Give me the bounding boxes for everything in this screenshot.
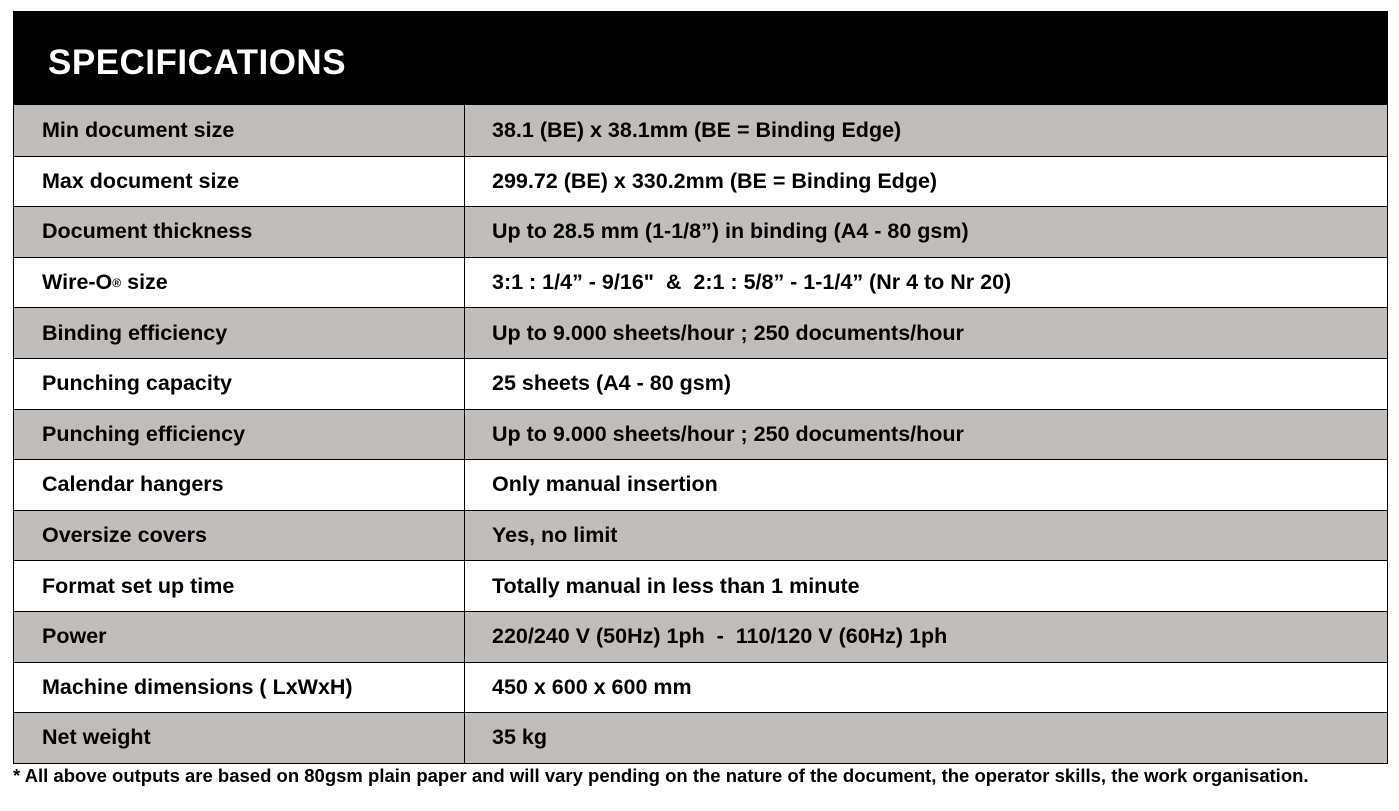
table-row xyxy=(14,105,1387,156)
spec-label: Max document size xyxy=(14,157,465,207)
spec-label: Min document size xyxy=(14,105,465,156)
spec-value: 3:1 : 1/4” - 9/16" & 2:1 : 5/8” - 1-1/4” (Nr 4 to Nr 20) xyxy=(492,270,1012,295)
table-row xyxy=(14,560,1387,611)
spec-label: Power xyxy=(14,612,465,662)
table-row xyxy=(14,358,1387,409)
spec-label: Machine dimensions ( LxWxH) xyxy=(14,663,465,713)
spec-label: Calendar hangers xyxy=(14,460,465,510)
spec-value: Up to 9.000 sheets/hour ; 250 documents/hour xyxy=(492,421,964,446)
table-row xyxy=(14,257,1387,308)
spec-label: Format set up time xyxy=(14,561,465,611)
specifications-table xyxy=(13,105,1388,764)
table-row xyxy=(14,611,1387,662)
spec-value: Yes, no limit xyxy=(492,523,618,548)
spec-value: 299.72 (BE) x 330.2mm (BE = Binding Edge) xyxy=(492,168,938,193)
table-row xyxy=(14,307,1387,358)
specifications-sheet xyxy=(13,11,1388,764)
spec-value: Up to 28.5 mm (1-1/8”) in binding (A4 - 80 gsm) xyxy=(492,219,969,244)
spec-label: Wire-O ® size xyxy=(14,258,465,308)
footnote: * All above outputs are based on 80gsm plain paper and will vary pending on the nature of the document, the operator skills, the work organisation. xyxy=(13,765,1309,786)
spec-value: 220/240 V (50Hz) 1ph - 110/120 V (60Hz) 1ph xyxy=(492,624,948,649)
spec-label: Oversize covers xyxy=(14,511,465,561)
table-row xyxy=(14,156,1387,207)
spec-value: Only manual insertion xyxy=(492,472,718,497)
spec-label: Document thickness xyxy=(14,207,465,257)
page-title: SPECIFICATIONS xyxy=(48,43,347,82)
spec-label-main: Wire-O xyxy=(42,270,113,295)
spec-label-rest: size xyxy=(121,270,168,295)
spec-value: 35 kg xyxy=(492,725,547,750)
spec-value: 25 sheets (A4 - 80 gsm) xyxy=(492,371,731,396)
table-row xyxy=(14,712,1387,763)
spec-label: Punching capacity xyxy=(14,359,465,409)
spec-value: 38.1 (BE) x 38.1mm (BE = Binding Edge) xyxy=(492,117,902,142)
table-row xyxy=(14,459,1387,510)
table-row xyxy=(14,206,1387,257)
spec-value: Totally manual in less than 1 minute xyxy=(492,573,860,598)
specifications-header xyxy=(13,11,1388,105)
table-row xyxy=(14,662,1387,713)
spec-value: 450 x 600 x 600 mm xyxy=(492,674,692,699)
spec-label: Punching efficiency xyxy=(14,410,465,460)
spec-label: Binding efficiency xyxy=(14,308,465,358)
spec-label: Net weight xyxy=(14,713,465,763)
table-row xyxy=(14,409,1387,460)
spec-value: Up to 9.000 sheets/hour ; 250 documents/hour xyxy=(492,320,964,345)
table-row xyxy=(14,510,1387,561)
